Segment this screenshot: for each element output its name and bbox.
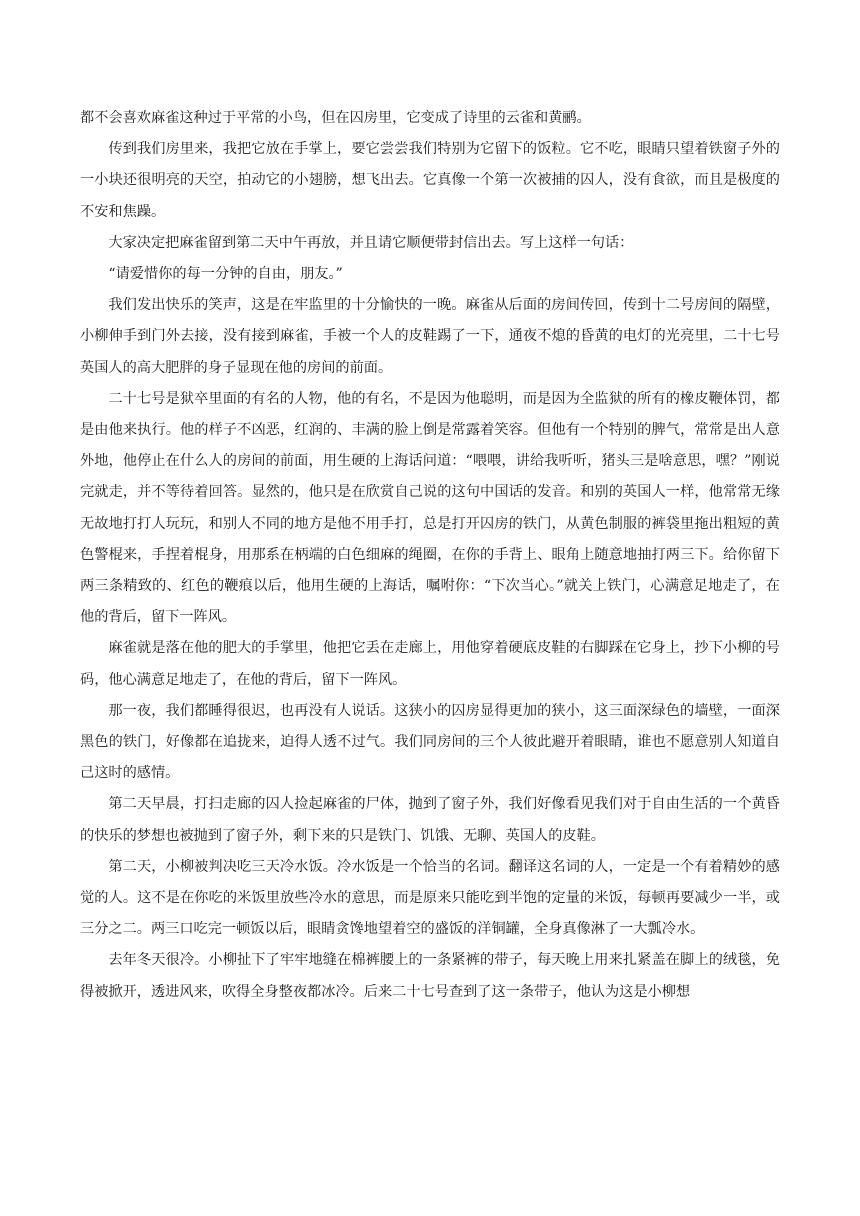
paragraph: 那一夜，我们都睡得很迟，也再没有人说话。这狭小的囚房显得更加的狭小，这三面深绿色的墙壁，一面深黑色的铁门，好像都在追拢来，迫得人透不过气。我们同房间的三个人彼此避开着眼睛，谁也不愿意别人知道自己这时的感情。 — [80, 702, 780, 782]
document-body — [80, 103, 780, 1008]
paragraph: 我们发出快乐的笑声，这是在牢监里的十分愉快的一晚。麻雀从后面的房间传回，传到十二号房间的隔壁，小柳伸手到门外去接，没有接到麻雀，手被一个人的皮鞋踢了一下，通夜不熄的昏黄的电灯的光亮里，二十七号英国人的高大肥胖的身子显现在他的房间的前面。 — [80, 297, 780, 376]
quote-paragraph: “请爱惜你的每一分钟的自由，朋友。” — [108, 266, 343, 283]
paragraph: 第二天，小柳被判决吃三天冷水饭。冷水饭是一个恰当的名词。翻译这名词的人，一定是一个有着精妙的感觉的人。这不是在你吃的米饭里放些冷水的意思，而是原来只能吃到半饱的定量的米饭，每顿再要减少一半，或三分之二。两三口吃完一顿饭以后，眼睛贪馋地望着空的盛饭的洋铜罐，全身真像淋了一大瓢冷水。 — [80, 858, 780, 938]
paragraph: 二十七号是狱卒里面的有名的人物，他的有名，不是因为他聪明，而是因为全监狱的所有的橡皮鞭体罚，都是由他来执行。他的样子不凶恶，红润的、丰满的脸上倒是常露着笑容。但他有一个特别的脾气，常常是出人意外地，他停止在什么人的房间的前面，用生硬的上海话问道：“喂喂，讲给我听听，猪头三是啥意思，嘿？”刚说完就走，并不等待着回答。显然的，他只是在欣赏自己说的这句中国话的发音。和别的英国人一样，他常常无缘无故地打打人玩玩，和别人不同的地方是他不用手打，总是打开囚房的铁门，从黄色制服的裤袋里拖出粗短的黄色警棍来，手捏着棍身，用那系在柄端的白色细麻的绳圈，在你的手背上、眼角上随意地抽打两三下。给你留下两三条精致的、红色的鞭痕以后，他用生硬的上海话，嘱咐你：“下次当心。”就关上铁门，心满意足地走了，在他的背后，留下一阵风。 — [80, 390, 780, 626]
paragraph: 大家决定把麻雀留到第二天中午再放，并且请它顺便带封信出去。写上这样一句话： — [108, 234, 634, 251]
paragraph: 去年冬天很冷。小柳扯下了牢牢地缝在棉裤腰上的一条紧裤的带子，每天晚上用来扎紧盖在脚上的绒毯，免得被掀开，透进风来，吹得全身整夜都冰冷。后来二十七号查到了这一条带子，他认为这是小柳想 — [80, 952, 780, 1000]
paragraph: 传到我们房里来，我把它放在手掌上，要它尝尝我们特别为它留下的饭粒。它不吃，眼睛只望着铁窗子外的一小块还很明亮的天空，拍动它的小翅膀，想飞出去。它真像一个第一次被捕的囚人，没有食欲，而且是极度的不安和焦躁。 — [80, 141, 780, 220]
paragraph: 麻雀就是落在他的肥大的手掌里，他把它丢在走廊上，用他穿着硬底皮鞋的右脚踩在它身上，抄下小柳的号码，他心满意足地走了，在他的背后，留下一阵风。 — [80, 640, 780, 688]
paragraph: 都不会喜欢麻雀这种过于平常的小鸟，但在囚房里，它变成了诗里的云雀和黄鹂。 — [80, 110, 591, 126]
paragraph: 第二天早晨，打扫走廊的囚人捡起麻雀的尸体，抛到了窗子外，我们好像看见我们对于自由生活的一个黄昏的快乐的梦想也被抛到了窗子外，剩下来的只是铁门、饥饿、无聊、英国人的皮鞋。 — [80, 796, 780, 844]
